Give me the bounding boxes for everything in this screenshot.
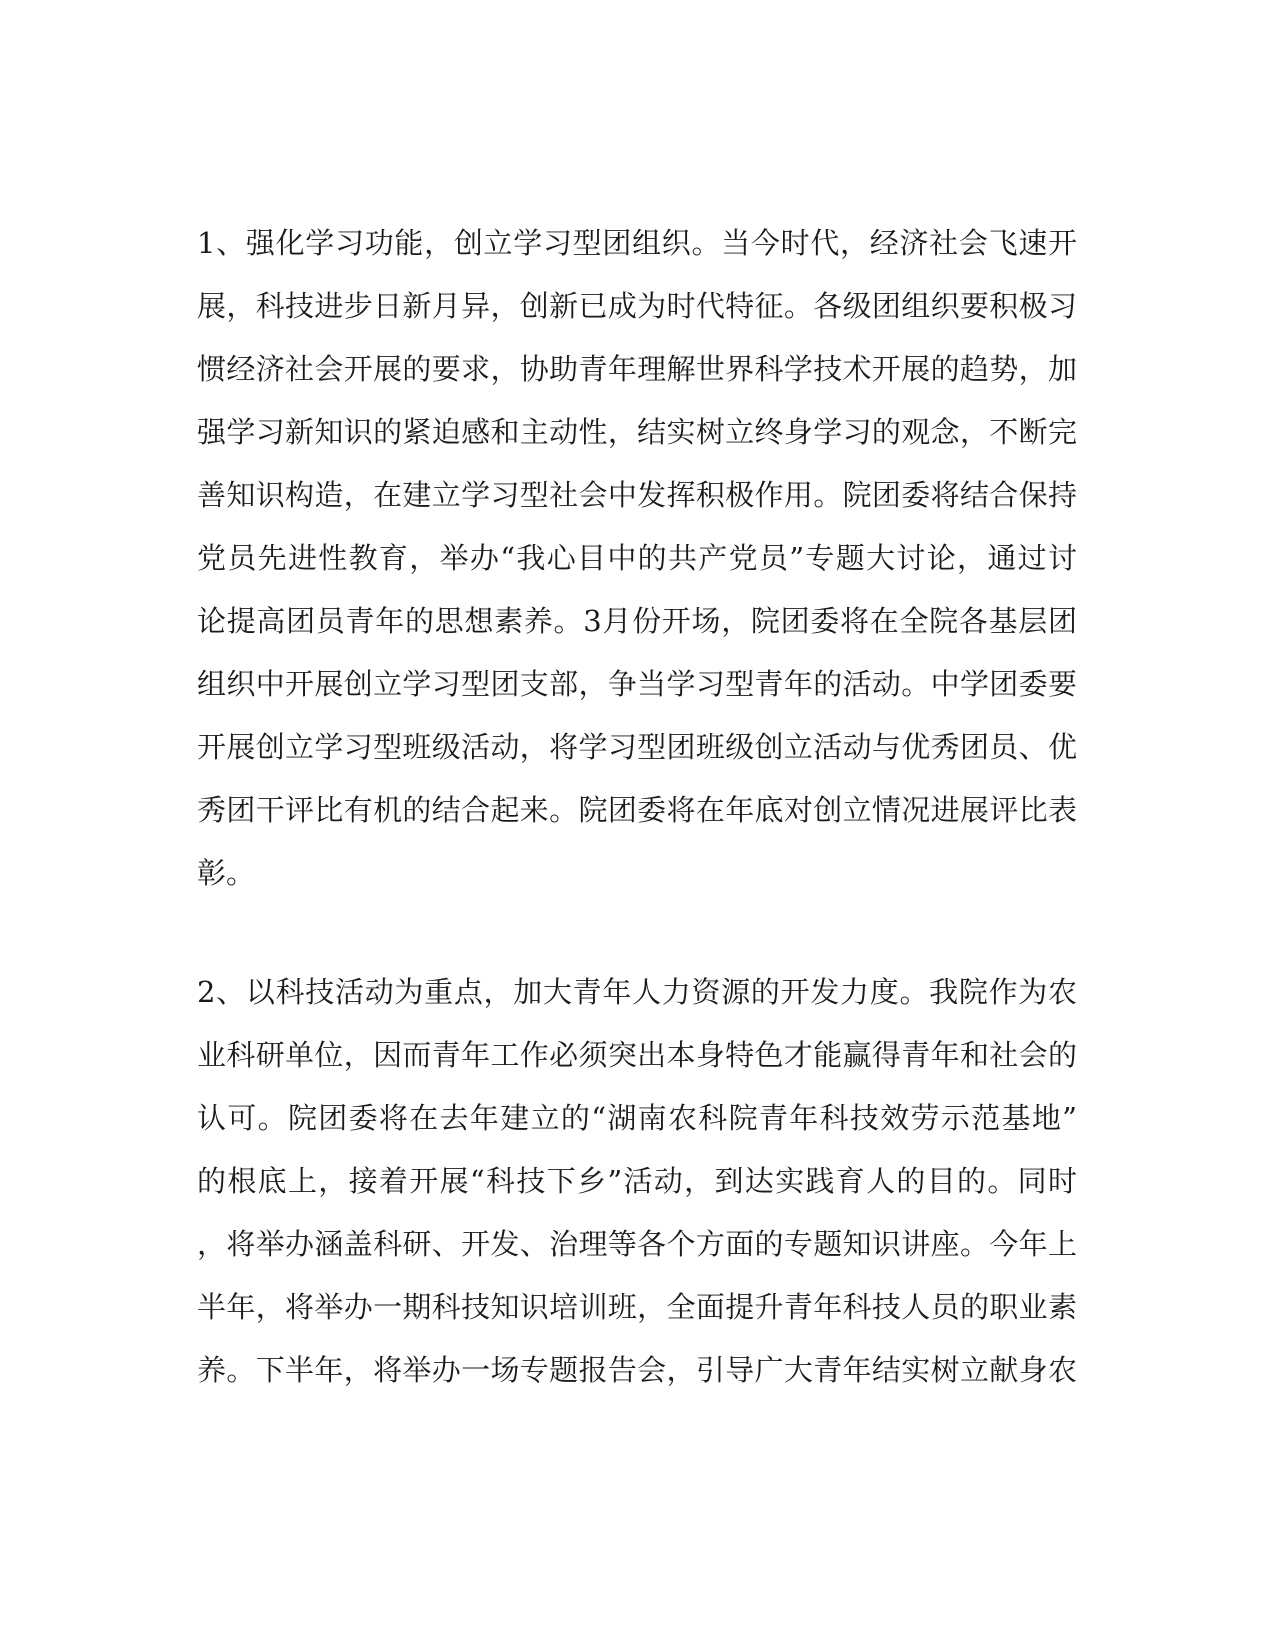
paragraph-1-line: 党员先进性教育，举办“我心目中的共产党员”专题大讨论，通过讨 bbox=[197, 541, 1077, 575]
paragraph-2-line: ，将举办涵盖科研、开发、治理等各个方面的专题知识讲座。今年上 bbox=[197, 1227, 1077, 1261]
paragraph-1-line: 展，科技进步日新月异，创新已成为时代特征。各级团组织要积极习 bbox=[197, 289, 1077, 323]
paragraph-1-line: 善知识构造，在建立学习型社会中发挥积极作用。院团委将结合保持 bbox=[197, 478, 1077, 512]
paragraph-2-line: 的根底上，接着开展“科技下乡”活动，到达实践育人的目的。同时 bbox=[197, 1164, 1077, 1198]
paragraph-2-line: 2、以科技活动为重点，加大青年人力资源的开发力度。我院作为农 bbox=[197, 975, 1077, 1009]
paragraph-1-line: 秀团干评比有机的结合起来。院团委将在年底对创立情况进展评比表 bbox=[197, 793, 1077, 827]
paragraph-1-line: 1、强化学习功能，创立学习型团组织。当今时代，经济社会飞速开 bbox=[197, 226, 1077, 260]
paragraph-1-line: 组织中开展创立学习型团支部，争当学习型青年的活动。中学团委要 bbox=[197, 667, 1077, 701]
paragraph-2-line: 半年，将举办一期科技知识培训班，全面提升青年科技人员的职业素 bbox=[197, 1290, 1077, 1324]
paragraph-2-line: 认可。院团委将在去年建立的“湖南农科院青年科技效劳示范基地” bbox=[197, 1101, 1077, 1135]
paragraph-1-line: 论提高团员青年的思想素养。3月份开场，院团委将在全院各基层团 bbox=[197, 604, 1077, 638]
paragraph-2-line: 业科研单位，因而青年工作必须突出本身特色才能赢得青年和社会的 bbox=[197, 1038, 1077, 1072]
paragraph-1-line: 强学习新知识的紧迫感和主动性，结实树立终身学习的观念，不断完 bbox=[197, 415, 1077, 449]
paragraph-2-line: 养。下半年，将举办一场专题报告会，引导广大青年结实树立献身农 bbox=[197, 1353, 1077, 1387]
paragraph-1-line: 惯经济社会开展的要求，协助青年理解世界科学技术开展的趋势，加 bbox=[197, 352, 1077, 386]
paragraph-1-line: 开展创立学习型班级活动，将学习型团班级创立活动与优秀团员、优 bbox=[197, 730, 1077, 764]
paragraph-1-line: 彰。 bbox=[197, 856, 256, 890]
